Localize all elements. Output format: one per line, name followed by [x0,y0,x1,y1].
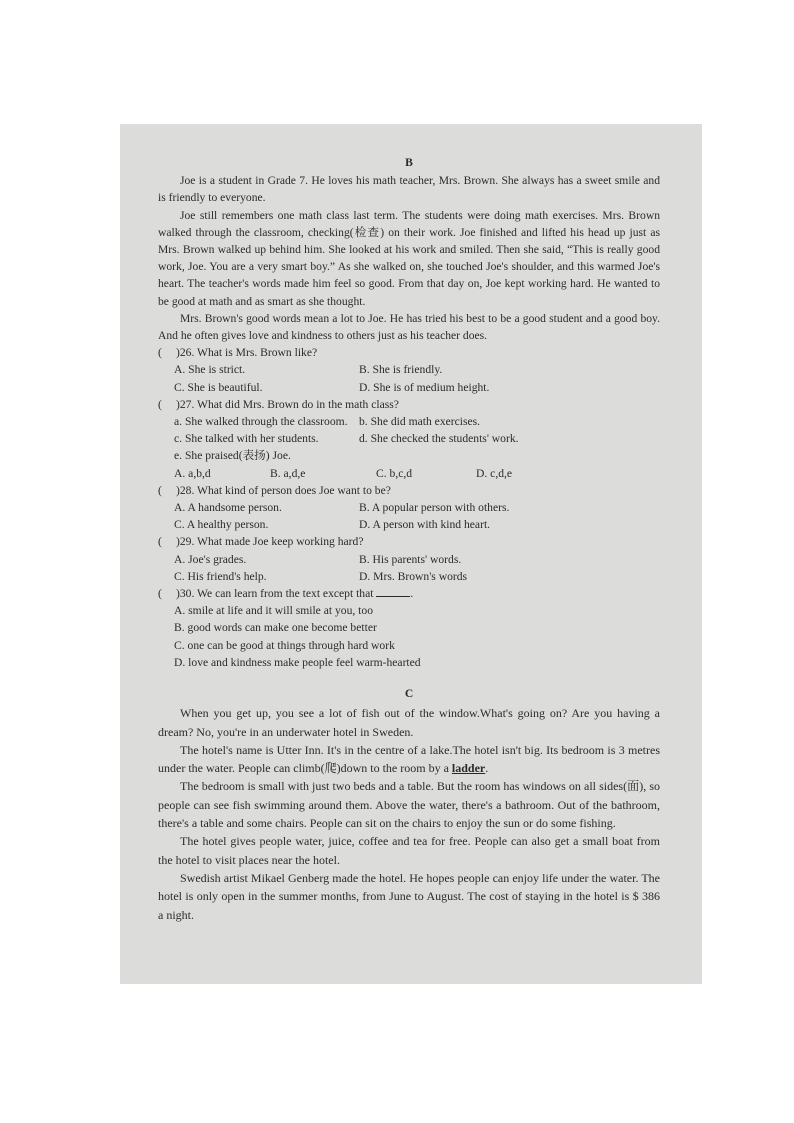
option-d: D. A person with kind heart. [359,518,491,532]
option-c: C. one can be good at things through hard work [174,638,395,652]
passage-b-paragraph-1: Joe is a student in Grade 7. He loves his math teacher, Mrs. Brown. She always has a sweet smile and is friendly to everyone. [158,174,660,205]
option-b: B. a,d,e [270,466,306,480]
question-stem: )27. What did Mrs. Brown do in the math class? [176,397,399,411]
answer-blank[interactable] [376,585,410,597]
item-e: e. She praised(表扬) Joe. [174,449,291,463]
option-a: A. smile at life and it will smile at you, too [174,604,373,618]
passage-c [158,704,660,924]
option-c: C. A healthy person. [174,518,269,532]
option-c: C. His friend's help. [174,569,267,583]
passage-c-paragraph-4: The hotel gives people water, juice, coffee and tea for free. People can also get a small boat from the hotel to visit places near the hotel. [158,834,660,867]
question-30 [158,585,660,602]
question-stem: )28. What kind of person does Joe want to be? [176,483,391,497]
question-26-options [158,361,660,395]
answer-bracket[interactable]: ( [158,483,162,497]
question-29-options [158,551,660,585]
passage-b-paragraph-2: Joe still remembers one math class last term. The students were doing math exercises. Mrs. Brown walked through the classroom, checking(检查) on their work. Joe finished and lifted his head up just as Mrs. Brown walked up behind him. She looked at his work and smiled. Then she said, “This is really good work, Joe. You are a very smart boy.” As she walked on, she touched Joe's shoulder, and this warmed Joe's heart. The teacher's words made him feel so good. From that day on, Joe kept working hard. He wanted to be good at math and as smart as she thought. [158,208,660,308]
section-c-title: C [404,687,414,701]
question-stem: )30. We can learn from the text except that [176,587,374,601]
option-c: C. She is beautiful. [174,380,263,394]
answer-bracket[interactable]: ( [158,535,162,549]
option-d: D. She is of medium height. [359,380,490,394]
option-a: A. Joe's grades. [174,552,247,566]
option-c: C. b,c,d [376,466,413,480]
option-d: D. Mrs. Brown's words [359,569,468,583]
option-b: B. She is friendly. [359,363,443,377]
question-stem: )26. What is Mrs. Brown like? [176,346,318,360]
paragraph-end: . [485,761,489,776]
answer-bracket[interactable]: ( [158,397,162,411]
answer-bracket[interactable]: ( [158,346,162,360]
question-27-items [158,413,660,447]
option-b: B. A popular person with others. [359,501,510,515]
answer-bracket[interactable]: ( [158,587,162,601]
option-d: D. c,d,e [476,466,513,480]
passage-c-paragraph-2 [158,741,660,778]
question-26 [158,344,660,361]
paragraph-text: The hotel's name is Utter Inn. It's in the centre of a lake.The hotel isn't big. Its bedroom is 3 metres under the water. People can climb(爬)down to the room by a [158,742,660,776]
question-27-options [158,465,660,482]
question-28 [158,482,660,499]
section-b-title: B [405,156,413,169]
passage-c-paragraph-1: When you get up, you see a lot of fish out of the window.What's going on? Are you having a dream? No, you're in an underwater hotel in Sweden. [158,706,660,739]
question-end-mark: . [410,587,414,601]
question-29 [158,533,660,550]
passage-c-paragraph-3: The bedroom is small with just two beds and a table. But the room has windows on all sides(面), so people can see fish swimming around them. Above the water, there's a bathroom. Out of the bathroom, there's a table and some chairs. People can sit on the chairs to enjoy the sun or do some fishing. [158,779,660,831]
option-b: B. good words can make one become better [174,621,377,635]
item-d: d. She checked the students' work. [359,432,519,446]
item-c: c. She talked with her students. [174,432,319,446]
question-27 [158,396,660,413]
passage-c-paragraph-5: Swedish artist Mikael Genberg made the hotel. He hopes people can enjoy life under the water. The hotel is only open in the summer months, from June to August. The cost of staying in the hotel is $ 386 a night. [158,870,660,922]
passage-b-paragraph-3: Mrs. Brown's good words mean a lot to Joe. He has tried his best to be a good student and a good boy. And he often gives love and kindness to others just as his teacher does. [158,311,660,343]
option-a: A. A handsome person. [174,501,282,515]
option-b: B. His parents' words. [359,552,462,566]
question-stem: )29. What made Joe keep working hard? [176,535,364,549]
item-b: b. She did math exercises. [359,415,481,429]
question-28-options [158,499,660,533]
item-a: a. She walked through the classroom. [174,415,348,429]
option-d: D. love and kindness make people feel warm-hearted [174,655,421,669]
option-a: A. a,b,d [174,466,211,480]
underlined-word-ladder: ladder [451,761,486,776]
option-a: A. She is strict. [174,363,246,377]
exam-paper [120,124,702,984]
